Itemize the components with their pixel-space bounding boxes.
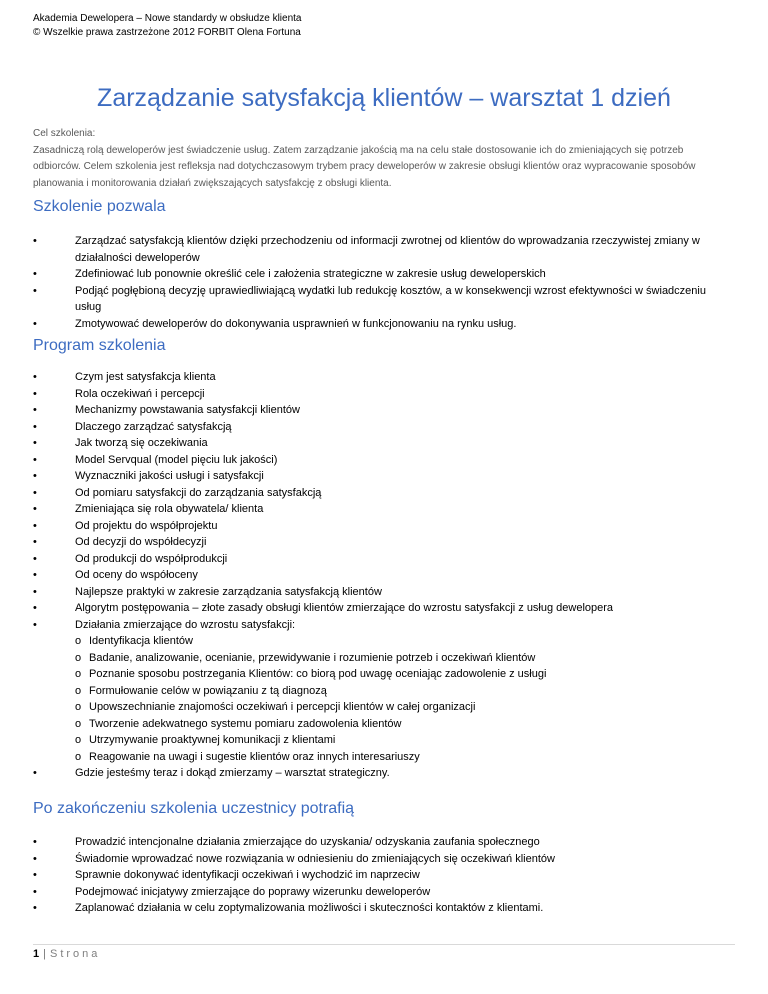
list-item: • Świadomie wprowadzać nowe rozwiązania w odniesieniu do zmieniających się oczekiwań klientów [33,851,733,868]
page-footer [33,948,100,960]
bullet-icon: • [33,404,37,416]
list-item: • Od produkcji do współprodukcji [33,551,733,568]
list-item: • Zaplanować działania w celu zoptymalizowania możliwości i skuteczności kontaktów z klientami. [33,900,733,917]
bullet-icon: • [33,486,37,499]
cel-szkolenia [33,126,733,192]
circle-bullet-icon: o [75,635,82,647]
bullet-icon: • [33,437,37,449]
circle-bullet-icon: o [75,684,82,697]
list-item: • Jak tworzą się oczekiwania [33,435,733,452]
bullet-icon: • [33,420,37,433]
bullet-icon: • [33,869,37,881]
sublist-item: o Tworzenie adekwatnego systemu pomiaru zadowolenia klientów [75,716,733,733]
list-item: • Najlepsze praktyki w zakresie zarządzania satysfakcją klientów [33,584,733,601]
list-item: • Czym jest satysfakcja klienta [33,369,733,386]
list-item: • Algorytm postępowania – złote zasady obsługi klientów zmierzające do wzrostu satysfakcji z usług dewelopera [33,600,733,617]
bullet-icon: • [33,371,37,383]
sublist-item: o Poznanie sposobu postrzegania Klientów: co biorą pod uwagę oceniając zadowolenie z usługi [75,666,733,683]
list-item: • Gdzie jesteśmy teraz i dokąd zmierzamy – warsztat strategiczny. [33,765,733,782]
footer-divider [33,944,735,945]
bullet-icon: • [33,602,37,614]
bullet-icon: • [33,235,37,247]
list-item: • Działania zmierzające do wzrostu satysfakcji: o Identyfikacja klientów o Badanie, analizowanie, ocenianie, przewidywanie i rozumienie potrzeb i oczekiwań klientów o Poznanie sposobu postrzegania Klientów: co biorą pod uwagę oceniając zadowolenie z usługi o Formułowanie celów w powiązaniu z tą diagnozą o Upowszechnianie znajomości oczekiwań i percepcji klientów w całej organizacji o Tworzenie adekwatnego systemu pomiaru zadowolenia klientów o Utrzymywanie proaktywnej komunikacji z klientami o Reagowanie na uwagi i sugestie klientów oraz innych interesariuszy [33,617,733,766]
list-item: • Podejmować inicjatywy zmierzające do poprawy wizerunku deweloperów [33,884,733,901]
bullet-icon: • [33,317,37,330]
list-item: • Dlaczego zarządzać satysfakcją [33,419,733,436]
document-title: Zarządzanie satysfakcją klientów – warsztat 1 dzień [97,84,671,112]
sublist-item: o Badanie, analizowanie, ocenianie, przewidywanie i rozumienie potrzeb i oczekiwań klientów [75,650,733,667]
sublist-item: o Identyfikacja klientów [75,633,733,650]
header-line-2: © Wszelkie prawa zastrzeżone 2012 FORBIT Olena Fortuna [33,27,301,38]
bullet-icon: • [33,503,37,515]
bullet-icon: • [33,618,37,631]
sublist [75,633,733,765]
header-line-1: Akademia Dewelopera – Nowe standardy w obsłudze klienta [33,13,302,24]
sublist-item: o Utrzymywanie proaktywnej komunikacji z klientami [75,732,733,749]
circle-bullet-icon: o [75,701,82,713]
bullet-icon: • [33,885,37,898]
list-item: • Wyznaczniki jakości usługi i satysfakcji [33,468,733,485]
footer-separator: | [43,948,46,960]
bullet-icon: • [33,268,37,280]
sublist-item: o Reagowanie na uwagi i sugestie klientów oraz innych interesariuszy [75,749,733,766]
bullet-icon: • [33,852,37,865]
list-item: • Zmieniająca się rola obywatela/ klienta [33,501,733,518]
bullet-icon: • [33,836,37,848]
list-item: • Model Servqual (model pięciu luk jakości) [33,452,733,469]
list-item: • Zdefiniować lub ponownie określić cele i założenia strategiczne w zakresie usług deweloperskich [33,266,733,283]
list-item: • Od decyzji do współdecyzji [33,534,733,551]
section-heading-szkolenie-pozwala: Szkolenie pozwala [33,198,166,215]
footer-label: Strona [49,948,101,960]
sublist-item: o Formułowanie celów w powiązaniu z tą diagnozą [75,683,733,700]
list-item: • Prowadzić intencjonalne działania zmierzające do uzyskania/ odzyskania zaufania społecznego [33,834,733,851]
list-item: • Od oceny do współoceny [33,567,733,584]
list-item: • Zmotywować deweloperów do dokonywania usprawnień w funkcjonowaniu na rynku usług. [33,316,733,333]
section-heading-program-szkolenia: Program szkolenia [33,337,166,354]
list-item: • Rola oczekiwań i percepcji [33,386,733,403]
circle-bullet-icon: o [75,651,82,664]
bullet-icon: • [33,453,37,466]
bullet-icon: • [33,387,37,400]
section-heading-po-zakonczeniu: Po zakończeniu szkolenia uczestnicy potrafią [33,800,355,817]
bullet-icon: • [33,284,37,297]
sublist-item: o Upowszechnianie znajomości oczekiwań i percepcji klientów w całej organizacji [75,699,733,716]
section1-list [33,233,733,332]
cel-text: Zasadniczą rolą deweloperów jest świadczenie usług. Zatem zarządzanie jakością ma na celu stałe dostosowanie ich do zmieniających się potrzeb odbiorców. Celem szkolenia jest refleksja nad dotychczasowym trybem pracy deweloperów w zakresie obsługi klientów oraz wypracowanie sposobów planowania i monitorowania działań zwiększających satysfakcję z obsługi klienta. [33,144,696,189]
list-item: • Sprawnie dokonywać identyfikacji oczekiwań i wychodzić im naprzeciw [33,867,733,884]
bullet-icon: • [33,519,37,532]
list-item: • Podjąć pogłębioną decyzję uprawiedliwiającą wydatki lub redukcję kosztów, a w konsekwencji wzrost efektywności w świadczeniu usług [33,284,706,313]
circle-bullet-icon: o [75,750,82,763]
list-item: • Od projektu do współprojektu [33,518,733,535]
list-item: • Mechanizmy powstawania satysfakcji klientów [33,402,733,419]
page-number: 1 [33,948,40,960]
circle-bullet-icon: o [75,717,82,730]
bullet-icon: • [33,470,37,482]
bullet-icon: • [33,902,37,914]
section3-list [33,834,733,917]
section2-list [33,369,733,782]
bullet-icon: • [33,585,37,598]
circle-bullet-icon: o [75,734,82,746]
bullet-icon: • [33,536,37,548]
circle-bullet-icon: o [75,668,82,680]
list-item: • Zarządzać satysfakcją klientów dzięki przechodzeniu od informacji zwrotnej od klientów do wprowadzania rzeczywistej zmiany w działalności deweloperów [33,235,700,264]
cel-label: Cel szkolenia: [33,128,96,139]
page-header [33,12,301,40]
bullet-icon: • [33,569,37,581]
list-item: • Od pomiaru satysfakcji do zarządzania satysfakcją [33,485,733,502]
bullet-icon: • [33,552,37,565]
bullet-icon: • [33,767,37,779]
